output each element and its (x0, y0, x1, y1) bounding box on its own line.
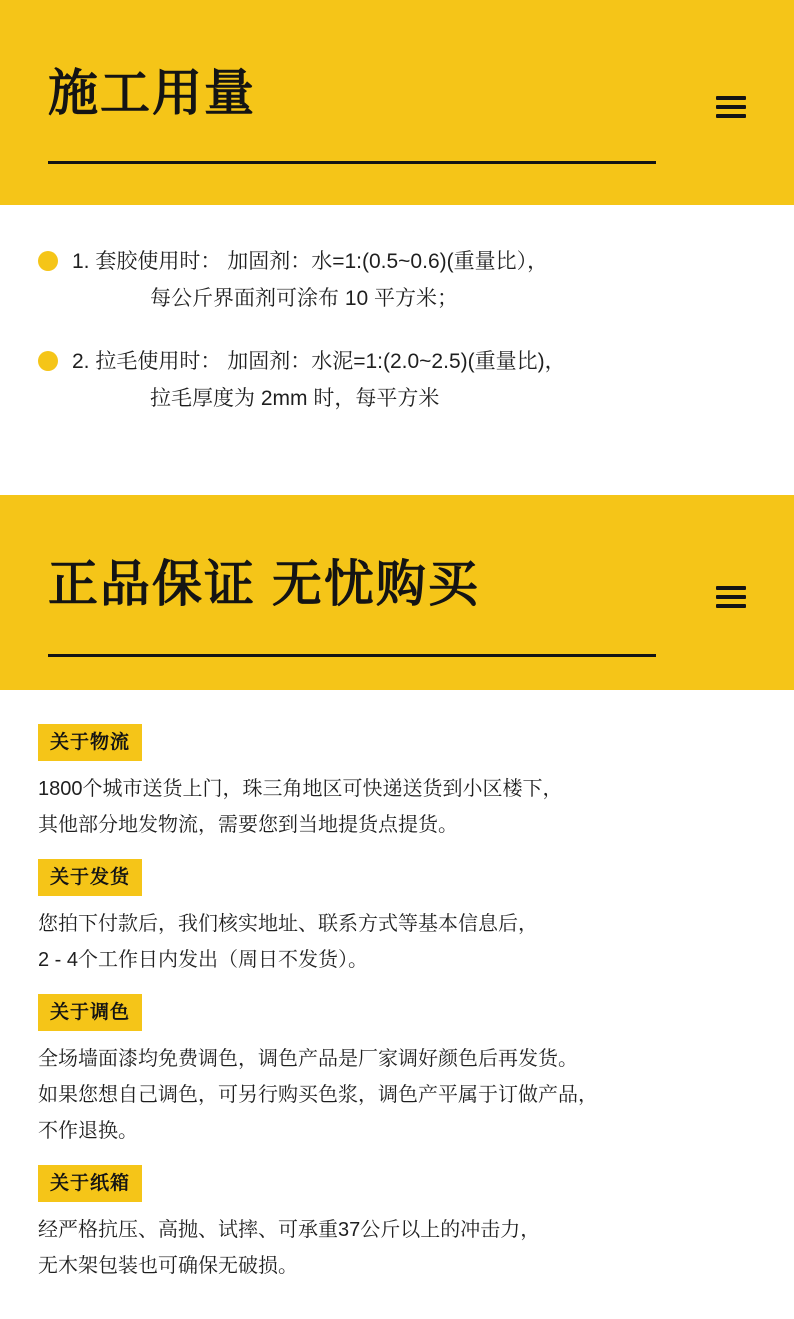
hamburger-menu-icon[interactable] (716, 96, 746, 118)
guarantee-body (38, 906, 756, 978)
section-header-guarantee (0, 495, 794, 690)
usage-item-label: 套胶使用时： (95, 250, 222, 273)
banner-inner (0, 0, 794, 205)
guarantee-line: 无木架包装也可确保无破损。 (38, 1255, 298, 1277)
guarantee-line: 全场墙面漆均免费调色，调色产品是厂家调好颜色后再发货。 (38, 1048, 578, 1070)
usage-item-line1: 加固剂：水泥=1:(2.0~2.5)(重量比)， (227, 350, 566, 373)
menu-bar-2 (716, 105, 746, 109)
banner-inner (0, 495, 794, 690)
usage-item-line1: 加固剂：水=1:(0.5~0.6)(重量比）， (227, 250, 549, 273)
guarantee-block-shipping (0, 859, 794, 978)
title-divider (48, 654, 656, 657)
guarantee-sections (0, 690, 794, 1284)
hamburger-menu-icon[interactable] (716, 586, 746, 608)
bullet-dot-icon (38, 351, 58, 371)
guarantee-block-carton (0, 1165, 794, 1284)
guarantee-line: 不作退换。 (38, 1120, 138, 1142)
status-badge: 关于发货 (38, 859, 142, 896)
guarantee-body (38, 1041, 756, 1149)
usage-list (0, 205, 794, 495)
guarantee-line: 其他部分地发物流，需要您到当地提货点提货。 (38, 814, 458, 836)
title-divider (48, 161, 656, 164)
menu-bar-2 (716, 595, 746, 599)
status-badge: 关于纸箱 (38, 1165, 142, 1202)
section-title: 正品保证 无忧购买 (48, 556, 480, 612)
guarantee-body (38, 1212, 756, 1284)
guarantee-body (38, 771, 756, 843)
list-item (0, 343, 794, 417)
usage-item-text (72, 343, 566, 417)
menu-bar-3 (716, 114, 746, 118)
guarantee-block-color-matching (0, 994, 794, 1149)
usage-item-text (72, 243, 548, 317)
menu-bar-1 (716, 586, 746, 590)
usage-item-index: 1. (72, 250, 90, 273)
usage-item-line2: 每公斤界面剂可涂布 10 平方米； (150, 287, 459, 310)
page-title: 施工用量 (48, 65, 256, 121)
usage-item-index: 2. (72, 350, 90, 373)
menu-bar-1 (716, 96, 746, 100)
status-badge: 关于物流 (38, 724, 142, 761)
guarantee-line: 如果您想自己调色，可另行购买色浆，调色产平属于订做产品， (38, 1084, 598, 1106)
guarantee-line: 经严格抗压、高抛、试摔、可承重37公斤以上的冲击力， (38, 1219, 541, 1241)
list-item (0, 243, 794, 317)
guarantee-block-logistics (0, 724, 794, 843)
status-badge: 关于调色 (38, 994, 142, 1031)
guarantee-line: 1800个城市送货上门，珠三角地区可快递送货到小区楼下， (38, 778, 563, 800)
usage-item-line2: 拉毛厚度为 2mm 时，每平方米 (150, 387, 440, 410)
usage-item-label: 拉毛使用时： (95, 350, 222, 373)
menu-bar-3 (716, 604, 746, 608)
bullet-dot-icon (38, 251, 58, 271)
guarantee-line: 2 - 4个工作日内发出（周日不发货）。 (38, 949, 369, 971)
section-header-construction-usage (0, 0, 794, 205)
guarantee-line: 您拍下付款后，我们核实地址、联系方式等基本信息后， (38, 913, 538, 935)
